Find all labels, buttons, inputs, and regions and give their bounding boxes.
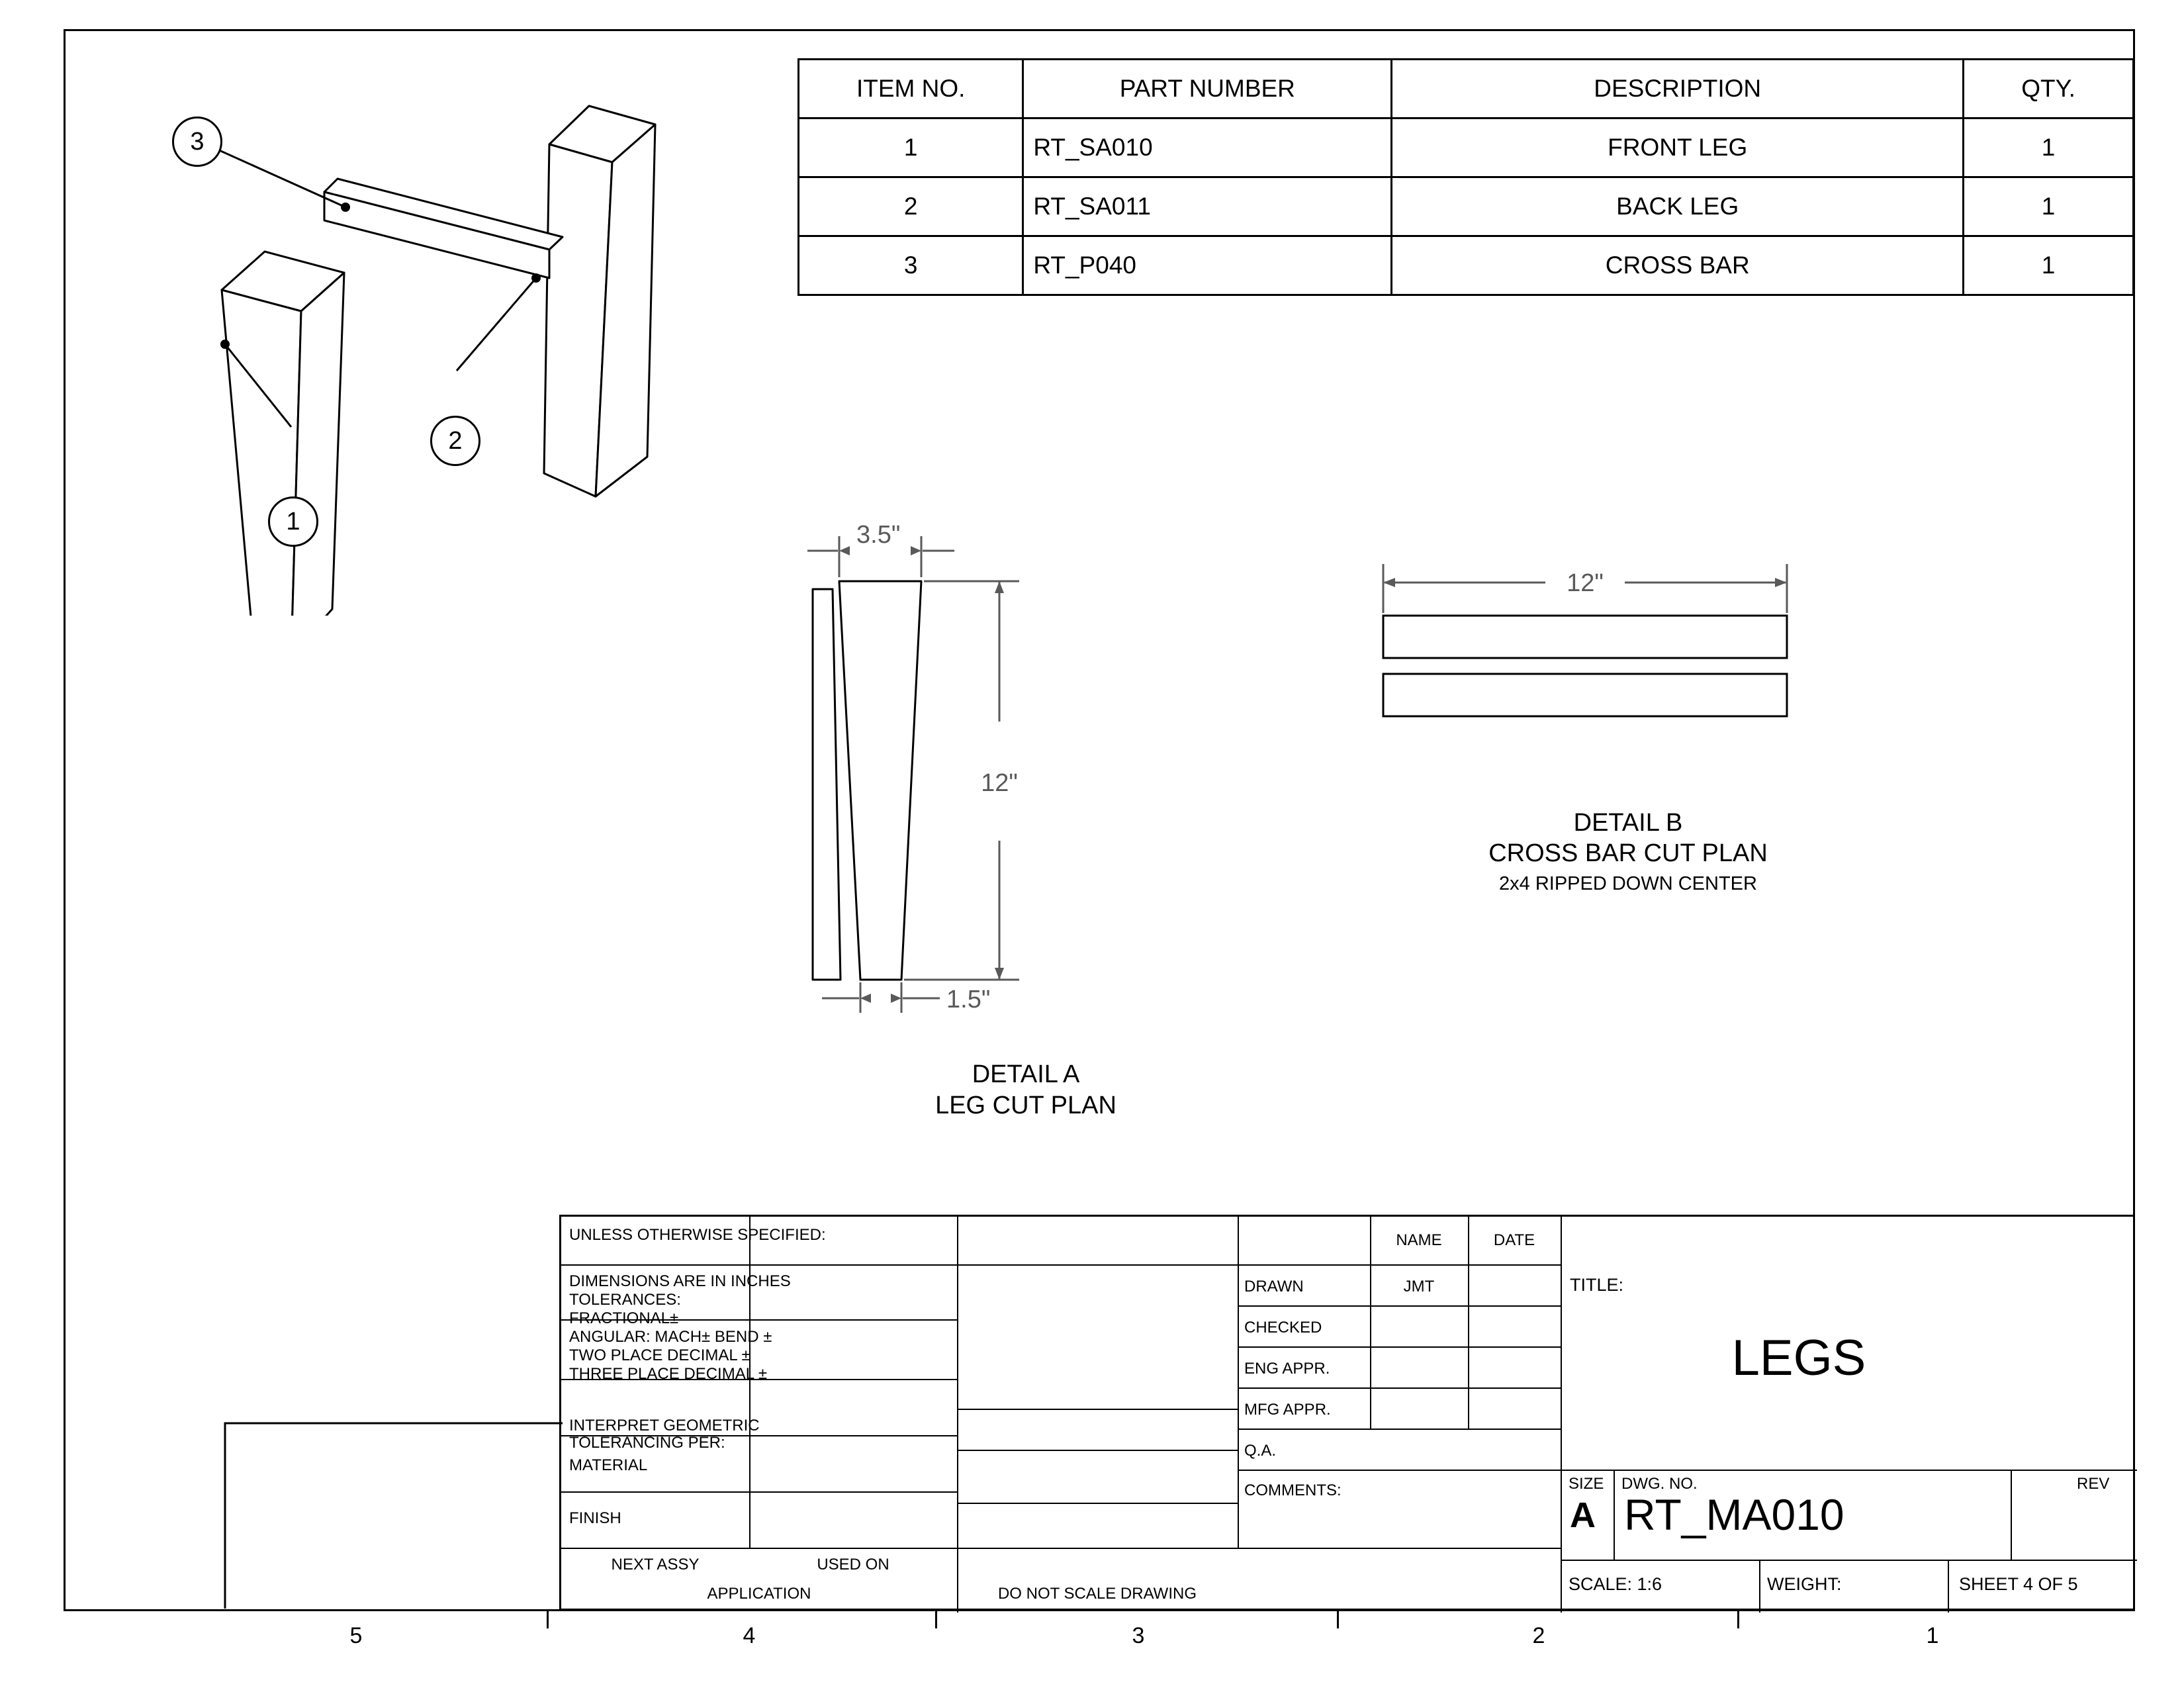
zone-label-2: 2	[1532, 1623, 1545, 1648]
cell-part-number: RT_SA010	[1023, 118, 1392, 177]
tb-divider	[957, 1450, 1238, 1451]
balloon-1: 1	[268, 496, 318, 547]
fractional-tolerance-label: FRACTIONAL±	[569, 1309, 679, 1327]
detail-b-view	[1377, 556, 1880, 821]
tb-divider	[1238, 1264, 1561, 1266]
unless-otherwise-specified-label: UNLESS OTHERWISE SPECIFIED:	[569, 1226, 826, 1244]
approval-label-mfg-appr: MFG APPR.	[1244, 1401, 1331, 1419]
detail-a-drawing	[781, 523, 1271, 1145]
tb-divider	[1948, 1560, 1949, 1613]
dim-label-top: 3.5"	[856, 523, 901, 549]
tolerances-label: TOLERANCES:	[569, 1291, 681, 1309]
tb-divider	[1238, 1387, 1561, 1389]
zone-tick	[935, 1611, 937, 1628]
dim-label-top: 12"	[1567, 569, 1604, 597]
cross-bar-piece-bottom	[1383, 674, 1787, 716]
arrow-top-right	[911, 546, 921, 555]
cell-description: BACK LEG	[1392, 177, 1964, 236]
zone-label-1: 1	[1926, 1623, 1939, 1648]
interpret-geometric-label: INTERPRET GEOMETRIC	[569, 1417, 760, 1434]
detail-a-subtitle: LEG CUT PLAN	[935, 1092, 1116, 1119]
comments-label: COMMENTS:	[1244, 1481, 1342, 1499]
leg-offcut-profile	[813, 589, 841, 980]
col-header-item-no: ITEM NO.	[799, 60, 1023, 118]
tb-divider	[1238, 1429, 1561, 1430]
detail-a-view	[781, 523, 1271, 1145]
zone-label-3: 3	[1132, 1623, 1145, 1648]
approval-name-drawn: JMT	[1403, 1278, 1435, 1295]
angular-tolerance-label: ANGULAR: MACH± BEND ±	[569, 1328, 772, 1346]
next-assy-label: NEXT ASSY	[611, 1556, 700, 1573]
weight-label: WEIGHT:	[1767, 1574, 1842, 1594]
tb-divider	[561, 1491, 957, 1493]
leg-profile	[839, 581, 921, 980]
cell-item-no: 1	[799, 118, 1023, 177]
cell-item-no: 2	[799, 177, 1023, 236]
cell-item-no: 3	[799, 236, 1023, 295]
size-value: A	[1570, 1495, 1596, 1535]
dwg-no-value: RT_MA010	[1624, 1490, 1844, 1539]
dim-label-right: 12"	[981, 769, 1018, 797]
detail-b-subtitle: CROSS BAR CUT PLAN	[1488, 839, 1768, 867]
detail-b-note: 2x4 RIPPED DOWN CENTER	[1499, 873, 1757, 894]
finish-label: FINISH	[569, 1509, 621, 1527]
approval-label-drawn: DRAWN	[1244, 1278, 1304, 1295]
cell-qty: 1	[1964, 236, 2134, 295]
balloon-2: 2	[430, 416, 480, 466]
arrow-left	[1383, 578, 1395, 587]
tb-divider	[1561, 1470, 2137, 1471]
leader-dot-3	[341, 203, 350, 212]
scale-label: SCALE: 1:6	[1569, 1574, 1662, 1594]
title-label: TITLE:	[1570, 1275, 1624, 1295]
tb-divider	[2011, 1470, 2012, 1560]
tb-divider	[561, 1264, 957, 1266]
arrow-top-left	[839, 546, 850, 555]
tb-divider	[957, 1217, 958, 1613]
dwg-no-label: DWG. NO.	[1621, 1475, 1698, 1493]
bill-of-materials-table	[797, 58, 2134, 296]
tb-divider	[957, 1409, 1238, 1410]
leader-dot-2	[531, 273, 541, 283]
arrow-bottom-left	[860, 994, 871, 1003]
arrow-right-bottom	[995, 968, 1004, 980]
approval-label-eng-appr: ENG APPR.	[1244, 1360, 1330, 1378]
tb-divider	[957, 1264, 1238, 1266]
tb-divider	[1759, 1560, 1760, 1613]
tb-divider	[1614, 1470, 1615, 1560]
tb-divider	[561, 1548, 1561, 1549]
cell-part-number: RT_P040	[1023, 236, 1392, 295]
tb-divider	[1238, 1470, 1561, 1471]
cell-description: CROSS BAR	[1392, 236, 1964, 295]
cross-bar-piece-top	[1383, 616, 1787, 658]
table-row	[799, 236, 2134, 295]
do-not-scale-label: DO NOT SCALE DRAWING	[997, 1585, 1197, 1603]
title-block	[559, 1215, 2135, 1611]
zone-label-4: 4	[743, 1623, 756, 1648]
table-row	[799, 118, 2134, 177]
approval-label-qa: Q.A.	[1244, 1442, 1277, 1460]
three-place-decimal-label: THREE PLACE DECIMAL ±	[569, 1365, 768, 1383]
approvals-date-header: DATE	[1493, 1231, 1535, 1249]
cell-part-number: RT_SA011	[1023, 177, 1392, 236]
table-header-row	[799, 60, 2134, 118]
rev-label: REV	[2077, 1475, 2110, 1493]
col-header-part-number: PART NUMBER	[1023, 60, 1392, 118]
leader-dot-1	[220, 340, 230, 349]
cell-qty: 1	[1964, 177, 2134, 236]
tb-divider	[1561, 1560, 2137, 1561]
leader-line-2	[457, 278, 536, 371]
size-label: SIZE	[1569, 1475, 1604, 1493]
tb-divider	[1238, 1217, 1239, 1548]
cell-qty: 1	[1964, 118, 2134, 177]
cell-description: FRONT LEG	[1392, 118, 1964, 177]
zone-tick	[1737, 1611, 1739, 1628]
detail-b-title: DETAIL B	[1573, 809, 1683, 837]
tb-divider	[1238, 1305, 1561, 1307]
approval-label-checked: CHECKED	[1244, 1319, 1322, 1336]
col-header-qty: QTY.	[1964, 60, 2134, 118]
arrow-bottom-right	[891, 994, 901, 1003]
two-place-decimal-label: TWO PLACE DECIMAL ±	[569, 1346, 751, 1364]
used-on-label: USED ON	[817, 1556, 889, 1573]
zone-tick	[1337, 1611, 1339, 1628]
tb-divider	[1561, 1217, 1562, 1613]
front-leg-front-face	[222, 290, 301, 616]
detail-b-drawing	[1377, 556, 1880, 821]
sheet-label: SHEET 4 OF 5	[1959, 1574, 2078, 1594]
lower-left-box	[218, 1417, 576, 1615]
dim-label-bottom: 1.5"	[946, 986, 991, 1013]
detail-a-title: DETAIL A	[972, 1060, 1080, 1088]
balloon-3: 3	[172, 117, 222, 167]
spec-column-overlay	[957, 1217, 1238, 1548]
col-header-description: DESCRIPTION	[1392, 60, 1964, 118]
tb-divider	[1238, 1346, 1561, 1348]
tb-divider	[957, 1503, 1238, 1504]
detail-a-caption	[781, 1059, 1271, 1121]
drawing-title: LEGS	[1731, 1330, 1866, 1386]
approvals-name-header: NAME	[1396, 1231, 1442, 1249]
dimensions-note-label: DIMENSIONS ARE IN INCHES	[569, 1272, 791, 1290]
detail-b-caption	[1337, 808, 1919, 899]
application-label: APPLICATION	[707, 1585, 811, 1603]
table-row	[799, 177, 2134, 236]
tolerancing-per-label: TOLERANCING PER:	[569, 1434, 725, 1452]
zone-label-5: 5	[349, 1623, 363, 1648]
arrow-right	[1775, 578, 1787, 587]
isometric-assembly-view	[99, 60, 801, 616]
arrow-right-top	[995, 581, 1004, 593]
material-label: MATERIAL	[569, 1456, 648, 1474]
